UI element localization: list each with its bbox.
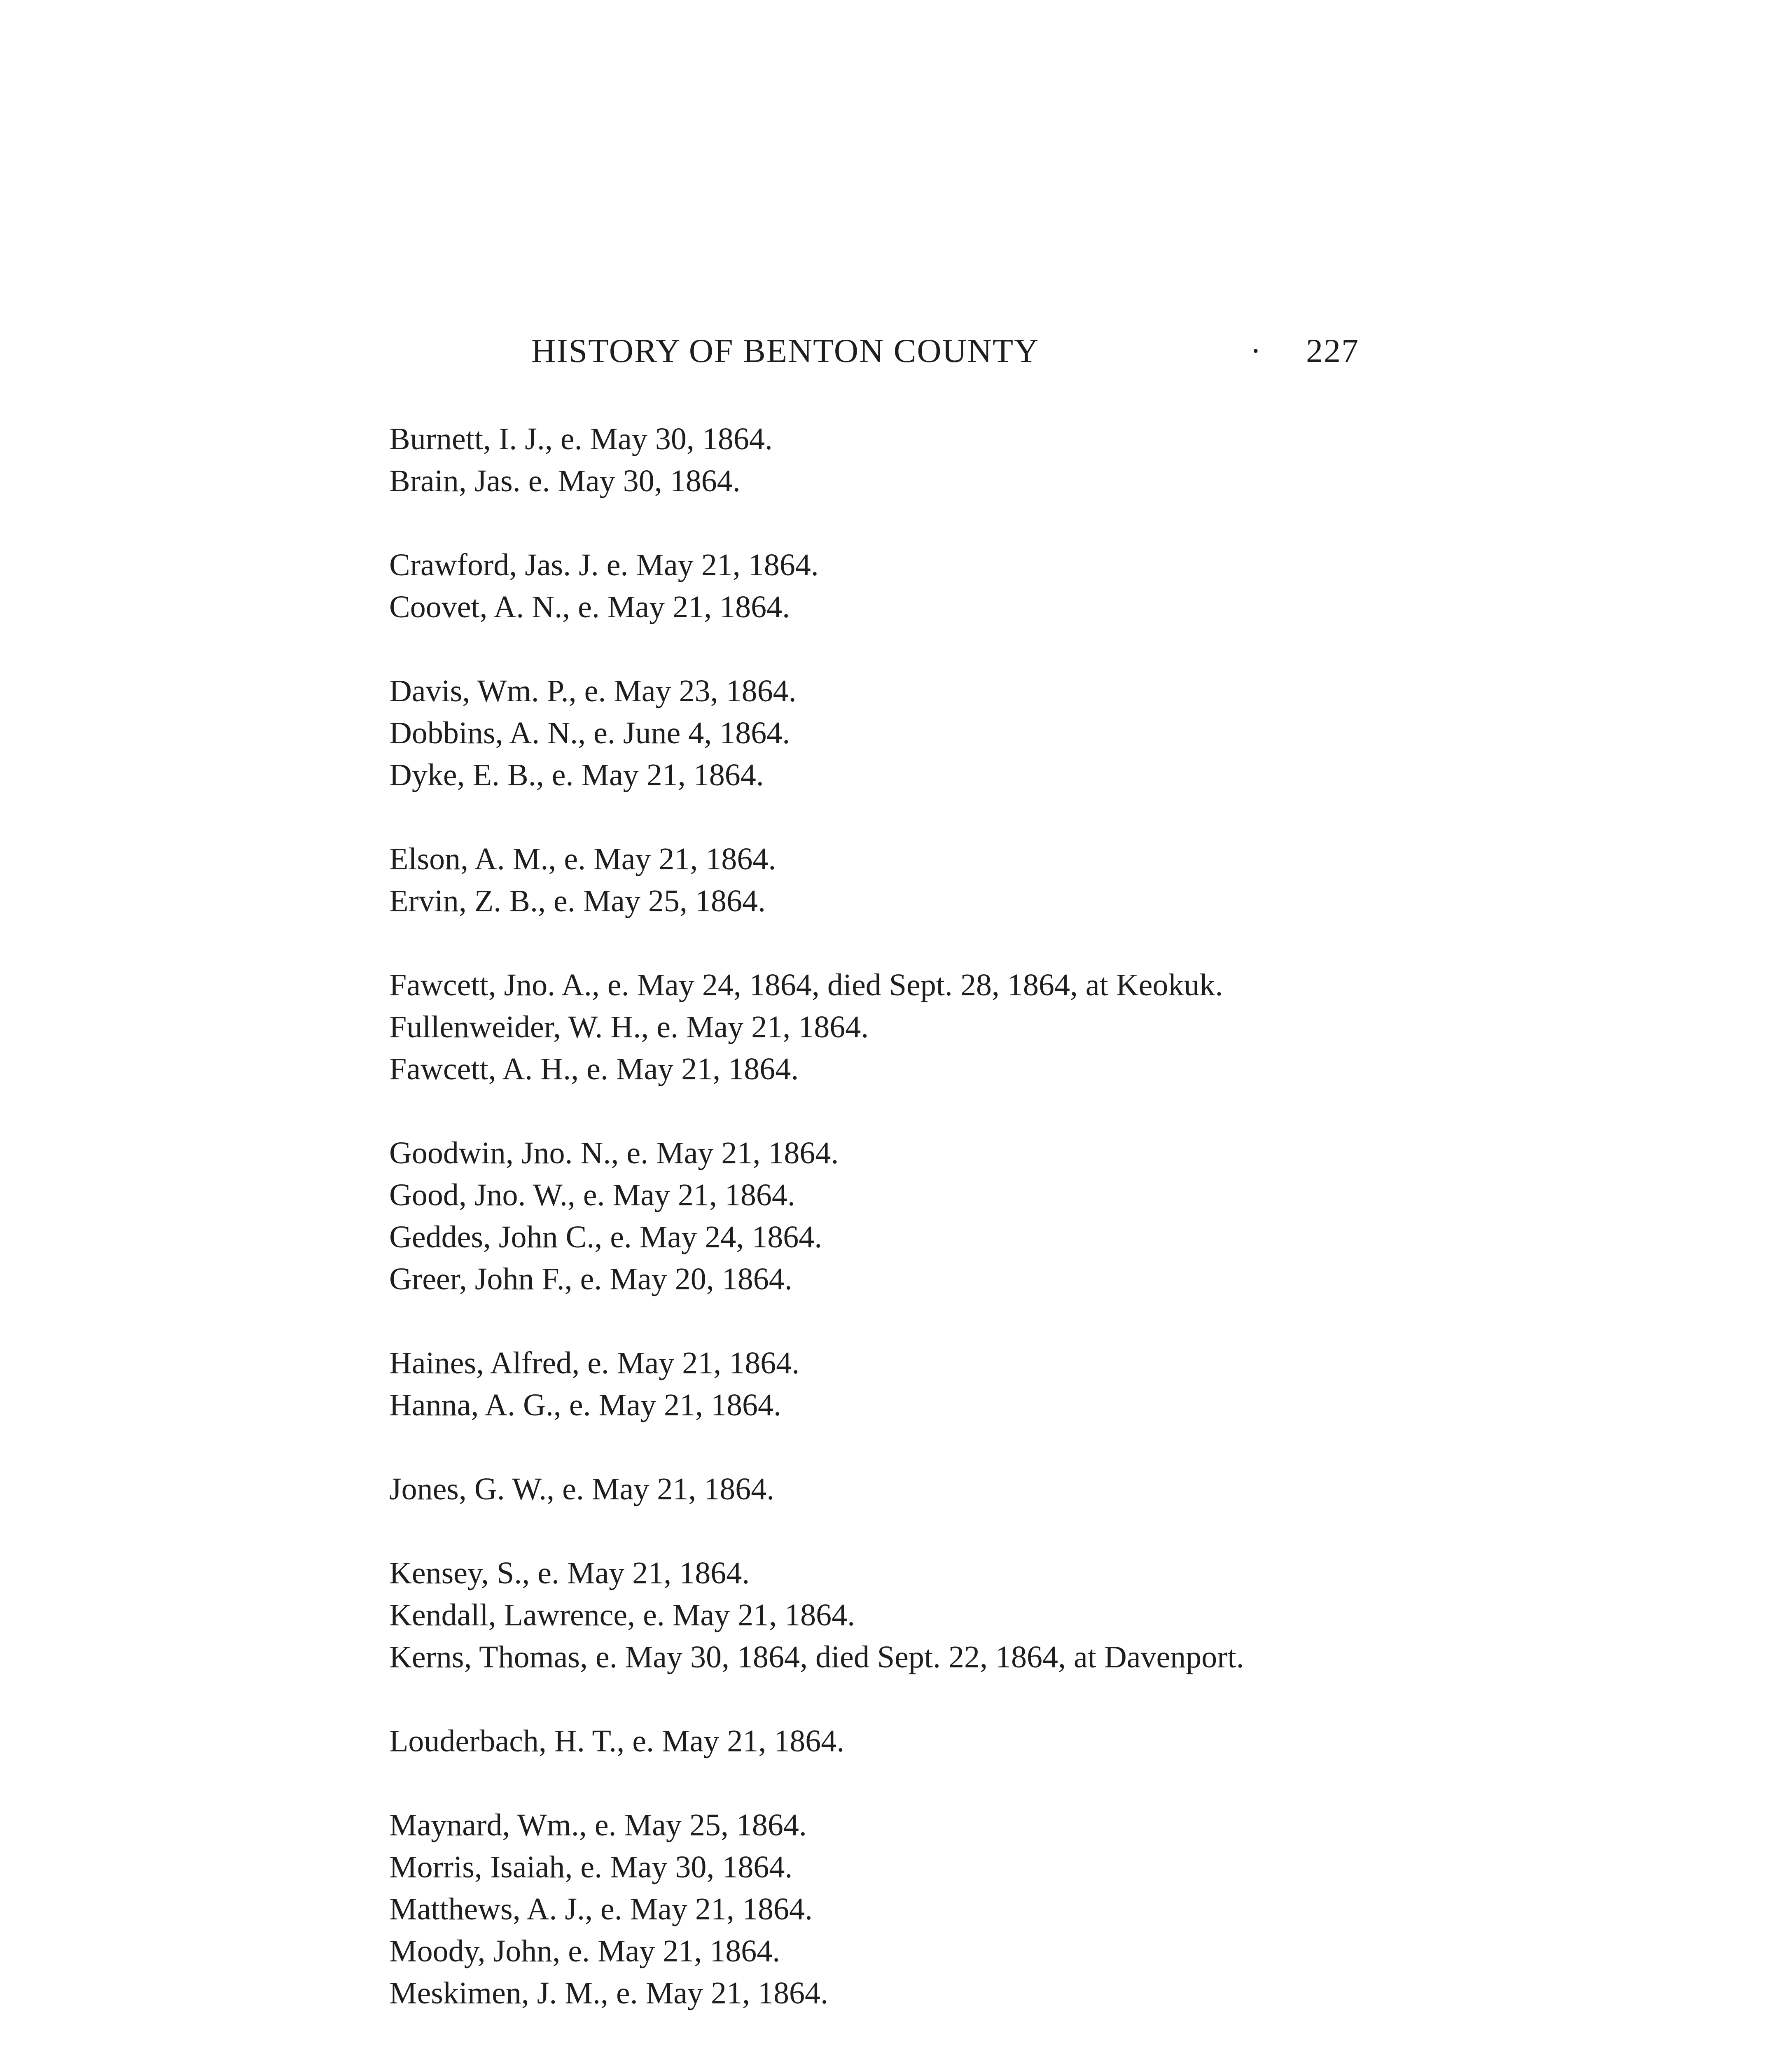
roster-entry: Meskimen, J. M., e. May 21, 1864. <box>389 1976 829 2010</box>
roster-group-b <box>319 418 1357 502</box>
roster-group-j <box>319 1468 1357 1510</box>
roster-entry: Coovet, A. N., e. May 21, 1864. <box>389 590 790 624</box>
roster-entry: Goodwin, Jno. N., e. May 21, 1864. <box>389 1136 839 1170</box>
roster-entry: Kensey, S., e. May 21, 1864. <box>389 1556 750 1590</box>
roster-entry: Dobbins, A. N., e. June 4, 1864. <box>389 716 790 750</box>
roster-group-g <box>319 1132 1357 1300</box>
roster-group-m <box>319 1804 1357 2014</box>
roster-entry: Matthews, A. J., e. May 21, 1864. <box>389 1892 813 1926</box>
roster-entry: Fullenweider, W. H., e. May 21, 1864. <box>389 1010 869 1044</box>
roster-entry: Kendall, Lawrence, e. May 21, 1864. <box>389 1598 855 1632</box>
roster-group-p <box>319 2056 1357 2059</box>
roster-entry: Good, Jno. W., e. May 21, 1864. <box>389 1178 795 1212</box>
roster-entry: Crawford, Jas. J. e. May 21, 1864. <box>389 548 819 582</box>
roster-entry: Greer, John F., e. May 20, 1864. <box>389 1262 792 1296</box>
roster-entry: Brain, Jas. e. May 30, 1864. <box>389 464 741 498</box>
roster-entry: Maynard, Wm., e. May 25, 1864. <box>389 1808 807 1842</box>
roster-group-e <box>319 838 1357 922</box>
roster-group-h <box>319 1342 1357 1426</box>
roster-entry: Kerns, Thomas, e. May 30, 1864, died Sept. 22, 1864, at Davenport. <box>389 1640 1244 1674</box>
roster-entry: Elson, A. M., e. May 21, 1864. <box>389 842 776 876</box>
roster-entry: Haines, Alfred, e. May 21, 1864. <box>389 1346 800 1380</box>
roster-entry: Ervin, Z. B., e. May 25, 1864. <box>389 884 766 918</box>
running-title: HISTORY OF BENTON COUNTY <box>531 332 1040 369</box>
roster-group-l <box>319 1720 1357 1762</box>
header-separator: · <box>1250 332 1262 369</box>
roster-entry: Jones, G. W., e. May 21, 1864. <box>389 1472 775 1506</box>
roster-entry: Hanna, A. G., e. May 21, 1864. <box>389 1388 781 1422</box>
roster-entry: Burnett, I. J., e. May 30, 1864. <box>389 422 773 456</box>
roster-entry: Fawcett, Jno. A., e. May 24, 1864, died Sept. 28, 1864, at Keokuk. <box>389 968 1223 1002</box>
running-header <box>531 331 1359 377</box>
roster-group-f <box>319 964 1357 1090</box>
roster-entry: Moody, John, e. May 21, 1864. <box>389 1934 780 1968</box>
roster-group-k <box>319 1552 1357 1678</box>
roster-entry: Morris, Isaiah, e. May 30, 1864. <box>389 1850 793 1884</box>
roster-entry: Dyke, E. B., e. May 21, 1864. <box>389 758 764 792</box>
roster-entry: Fawcett, A. H., e. May 21, 1864. <box>389 1052 799 1086</box>
page-number: 227 <box>1306 332 1359 369</box>
roster-list <box>319 418 1357 2059</box>
roster-group-c <box>319 544 1357 628</box>
roster-group-d <box>319 670 1357 796</box>
roster-entry: Davis, Wm. P., e. May 23, 1864. <box>389 674 797 708</box>
roster-entry: Geddes, John C., e. May 24, 1864. <box>389 1220 822 1254</box>
roster-entry: Louderbach, H. T., e. May 21, 1864. <box>389 1724 845 1758</box>
roster-entry <box>319 2056 1357 2059</box>
